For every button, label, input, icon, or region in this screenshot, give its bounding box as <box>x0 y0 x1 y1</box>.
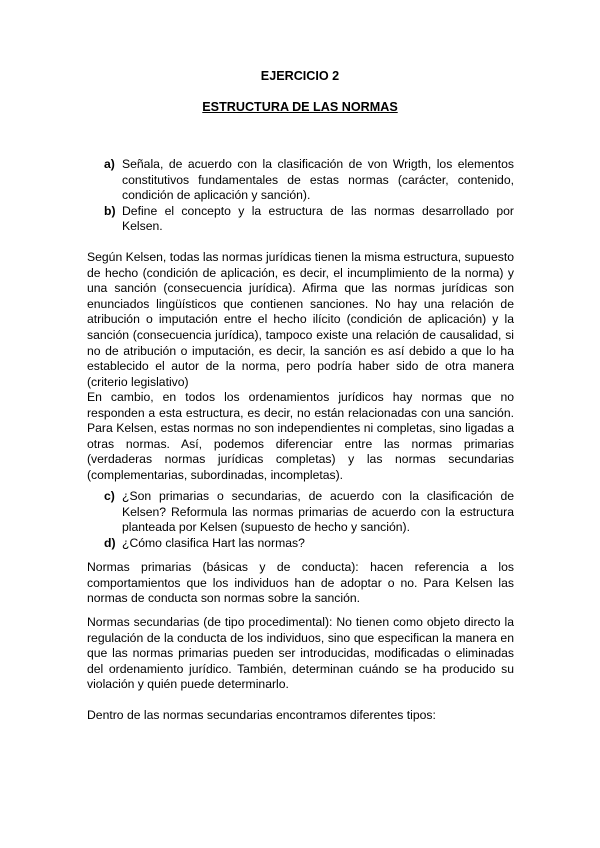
question-c-text: ¿Son primarias o secundarias, de acuerdo con la clasificación de Kelsen? Reformula las normas primarias de acuerdo con la estructura planteada por Kelsen (supuesto de hecho y sanción). <box>122 489 514 535</box>
exercise-title: EJERCICIO 2 <box>260 69 340 83</box>
paragraph-primary-norms: Normas primarias (básicas y de conducta): hacen referencia a los comportamientos que los individuos han de adoptar o no. Para Kelsen las normas de conducta son normas sobre la sanción. <box>87 560 514 606</box>
question-d-text: ¿Cómo clasifica Hart las normas? <box>122 535 305 550</box>
list-item <box>104 489 514 536</box>
list-item <box>104 536 514 552</box>
paragraph-secondary-types: Dentro de las normas secundarias encontramos diferentes tipos: <box>87 708 436 722</box>
list-item <box>104 204 514 235</box>
question-list-ab <box>104 157 514 235</box>
list-marker: a) <box>104 157 115 171</box>
list-marker: d) <box>104 535 116 550</box>
paragraph-secondary-norms: Normas secundarias (de tipo procedimental): No tienen como objeto directo la regulación de la conducta de los individuos, sino que especifican la manera en que las normas primarias pueden ser introducidas, modificadas o eliminadas del ordenamiento jurídico. También, determinan cuándo se ha producido su violación y quién puede determinarlo. <box>87 615 514 692</box>
section-subtitle: ESTRUCTURA DE LAS NORMAS <box>202 100 398 114</box>
question-a-text: Señala, de acuerdo con la clasificación de von Wrigth, los elementos constitutivos fundamentales de estas normas (carácter, contenido, condición de aplicación y sanción). <box>122 157 514 203</box>
list-item <box>104 157 514 204</box>
paragraph-primary-secondary: En cambio, en todos los ordenamientos jurídicos hay normas que no responden a esta estructura, es decir, no están relacionadas con una sanción. Para Kelsen, estas normas no son independientes ni completas, sino ligadas a otras normas. Así, podemos diferenciar entre las normas primarias (verdaderas normas jurídicas completas) y las normas secundarias (complementarias, subordinadas, incompletas). <box>87 390 514 482</box>
question-list-cd <box>104 489 514 551</box>
paragraph-kelsen-structure: Según Kelsen, todas las normas jurídicas tienen la misma estructura, supuesto de hecho (condición de aplicación, es decir, el incumplimiento de la norma) y una sanción (consecuencia jurídica). Afirma que las normas jurídicas son enunciados lingüísticos que contienen sanciones. No hay una relación de atribución o imputación entre el hecho ilícito (condición de aplicación) y la sanción (consecuencia jurídica), tampoco existe una relación de causalidad, si no de atribución o imputación, es decir, la sanción es así debido a que lo ha establecido el autor de la norma, pero podría haber sido de otra manera (criterio legislativo) <box>87 250 514 389</box>
question-b-text: Define el concepto y la estructura de las normas desarrollado por Kelsen. <box>122 203 514 234</box>
list-marker: c) <box>104 489 115 503</box>
list-marker: b) <box>104 203 116 218</box>
